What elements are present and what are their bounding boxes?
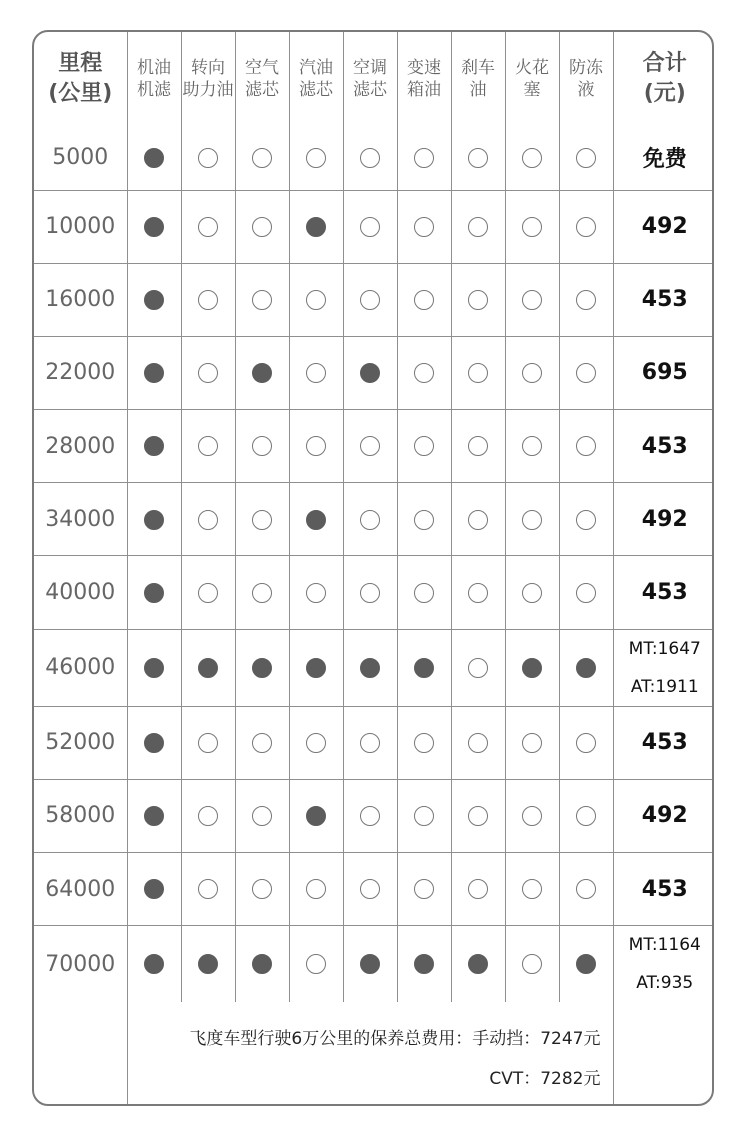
empty-circle-icon — [468, 806, 488, 826]
filled-circle-icon — [306, 510, 326, 530]
filled-circle-icon — [576, 658, 596, 678]
empty-circle-icon — [522, 363, 542, 383]
empty-circle-icon — [360, 583, 380, 603]
service-mark-cell — [397, 190, 451, 263]
empty-circle-icon — [360, 879, 380, 899]
empty-circle-icon — [576, 436, 596, 456]
service-mark-cell — [289, 629, 343, 706]
empty-circle-icon — [522, 290, 542, 310]
filled-circle-icon — [144, 658, 164, 678]
empty-circle-icon — [468, 658, 488, 678]
empty-circle-icon — [576, 363, 596, 383]
service-mark-cell — [505, 410, 559, 483]
service-mark-cell — [343, 629, 397, 706]
item-header-steering — [181, 32, 235, 126]
empty-circle-icon — [414, 436, 434, 456]
service-mark-cell — [343, 126, 397, 190]
service-mark-cell — [505, 779, 559, 852]
empty-circle-icon — [198, 436, 218, 456]
service-mark-cell — [505, 926, 559, 1003]
mileage-cell: 34000 — [34, 483, 127, 556]
service-mark-cell — [451, 706, 505, 779]
empty-circle-icon — [468, 363, 488, 383]
service-mark-cell — [343, 336, 397, 409]
table-row — [34, 190, 714, 263]
item-header-line2: 液 — [577, 80, 595, 100]
empty-circle-icon — [468, 290, 488, 310]
filled-circle-icon — [252, 658, 272, 678]
empty-circle-icon — [360, 217, 380, 237]
service-mark-cell — [343, 706, 397, 779]
service-mark-cell — [343, 483, 397, 556]
service-mark-cell — [289, 126, 343, 190]
service-mark-cell — [235, 926, 289, 1003]
summary-total-blank-cell — [613, 1002, 714, 1106]
item-header-cabin-filter — [343, 32, 397, 126]
service-mark-cell — [397, 779, 451, 852]
filled-circle-icon — [144, 148, 164, 168]
empty-circle-icon — [198, 217, 218, 237]
service-mark-cell — [289, 926, 343, 1003]
empty-circle-icon — [576, 806, 596, 826]
service-mark-cell — [181, 126, 235, 190]
service-mark-cell — [289, 853, 343, 926]
mileage-header-line1: 里程 — [58, 51, 103, 76]
item-header-line2: 滤芯 — [353, 80, 387, 100]
cost-cell: 453 — [613, 263, 714, 336]
service-mark-cell — [505, 706, 559, 779]
table-row — [34, 853, 714, 926]
item-header-oil — [127, 32, 181, 126]
item-header-line1: 转向 — [191, 58, 225, 78]
empty-circle-icon — [198, 879, 218, 899]
service-mark-cell — [127, 263, 181, 336]
filled-circle-icon — [144, 436, 164, 456]
table-row — [34, 336, 714, 409]
service-mark-cell — [127, 926, 181, 1003]
empty-circle-icon — [252, 436, 272, 456]
service-mark-cell — [343, 190, 397, 263]
filled-circle-icon — [252, 954, 272, 974]
item-header-line1: 空调 — [353, 58, 387, 78]
table-row — [34, 706, 714, 779]
service-mark-cell — [127, 706, 181, 779]
item-header-fuel-filter — [289, 32, 343, 126]
mileage-cell: 28000 — [34, 410, 127, 483]
mileage-cell: 52000 — [34, 706, 127, 779]
service-mark-cell — [505, 483, 559, 556]
service-mark-cell — [289, 190, 343, 263]
empty-circle-icon — [576, 148, 596, 168]
empty-circle-icon — [576, 733, 596, 753]
empty-circle-icon — [252, 290, 272, 310]
empty-circle-icon — [306, 733, 326, 753]
service-mark-cell — [289, 556, 343, 629]
service-mark-cell — [235, 126, 289, 190]
summary-blank-cell — [34, 1002, 127, 1106]
table-row — [34, 410, 714, 483]
service-mark-cell — [505, 126, 559, 190]
item-header-line2: 箱油 — [407, 80, 441, 100]
service-mark-cell — [235, 263, 289, 336]
service-mark-cell — [559, 190, 613, 263]
table-row — [34, 483, 714, 556]
schedule-rows — [34, 126, 714, 1002]
service-mark-cell — [181, 779, 235, 852]
filled-circle-icon — [360, 658, 380, 678]
service-mark-cell — [343, 556, 397, 629]
item-header-coolant — [559, 32, 613, 126]
service-mark-cell — [235, 410, 289, 483]
service-mark-cell — [451, 483, 505, 556]
mileage-cell: 5000 — [34, 126, 127, 190]
empty-circle-icon — [198, 148, 218, 168]
empty-circle-icon — [468, 510, 488, 530]
service-mark-cell — [505, 190, 559, 263]
empty-circle-icon — [522, 217, 542, 237]
service-mark-cell — [289, 779, 343, 852]
service-mark-cell — [127, 126, 181, 190]
mileage-cell: 58000 — [34, 779, 127, 852]
item-header-line1: 变速 — [407, 58, 441, 78]
service-mark-cell — [181, 190, 235, 263]
empty-circle-icon — [522, 733, 542, 753]
cost-cell — [613, 629, 714, 706]
service-mark-cell — [451, 853, 505, 926]
total-header-line1: 合计 — [642, 51, 687, 76]
empty-circle-icon — [252, 583, 272, 603]
filled-circle-icon — [414, 954, 434, 974]
summary-row — [34, 1002, 714, 1106]
service-mark-cell — [181, 410, 235, 483]
item-header-line1: 机油 — [137, 58, 171, 78]
service-mark-cell — [235, 853, 289, 926]
empty-circle-icon — [360, 510, 380, 530]
empty-circle-icon — [522, 148, 542, 168]
empty-circle-icon — [522, 510, 542, 530]
mileage-header-line2: (公里) — [48, 81, 113, 106]
empty-circle-icon — [522, 879, 542, 899]
service-mark-cell — [559, 779, 613, 852]
item-header-line1: 汽油 — [299, 58, 333, 78]
service-mark-cell — [505, 263, 559, 336]
service-mark-cell — [235, 336, 289, 409]
empty-circle-icon — [360, 733, 380, 753]
empty-circle-icon — [198, 510, 218, 530]
empty-circle-icon — [576, 217, 596, 237]
cost-cell: 453 — [613, 556, 714, 629]
empty-circle-icon — [414, 510, 434, 530]
service-mark-cell — [127, 629, 181, 706]
mileage-cell: 64000 — [34, 853, 127, 926]
service-mark-cell — [127, 779, 181, 852]
service-mark-cell — [181, 263, 235, 336]
empty-circle-icon — [522, 954, 542, 974]
cost-at: AT:935 — [636, 973, 694, 994]
service-mark-cell — [289, 263, 343, 336]
service-mark-cell — [127, 556, 181, 629]
empty-circle-icon — [468, 217, 488, 237]
service-mark-cell — [559, 483, 613, 556]
filled-circle-icon — [144, 363, 164, 383]
cost-cell: 453 — [613, 706, 714, 779]
service-mark-cell — [181, 926, 235, 1003]
empty-circle-icon — [468, 583, 488, 603]
empty-circle-icon — [252, 148, 272, 168]
table-row — [34, 629, 714, 706]
empty-circle-icon — [252, 879, 272, 899]
empty-circle-icon — [522, 806, 542, 826]
item-header-line1: 空气 — [245, 58, 279, 78]
item-header-brake-fluid — [451, 32, 505, 126]
service-mark-cell — [397, 126, 451, 190]
service-mark-cell — [289, 336, 343, 409]
service-mark-cell — [343, 926, 397, 1003]
empty-circle-icon — [414, 363, 434, 383]
filled-circle-icon — [360, 363, 380, 383]
empty-circle-icon — [198, 290, 218, 310]
item-header-line2: 助力油 — [182, 80, 234, 100]
table-row — [34, 263, 714, 336]
service-mark-cell — [397, 926, 451, 1003]
filled-circle-icon — [306, 806, 326, 826]
empty-circle-icon — [468, 733, 488, 753]
service-mark-cell — [451, 556, 505, 629]
service-mark-cell — [397, 336, 451, 409]
service-mark-cell — [127, 410, 181, 483]
service-mark-cell — [559, 336, 613, 409]
table-row — [34, 556, 714, 629]
empty-circle-icon — [360, 436, 380, 456]
item-header-line2: 滤芯 — [245, 80, 279, 100]
filled-circle-icon — [306, 217, 326, 237]
cost-cell — [613, 926, 714, 1003]
service-mark-cell — [235, 556, 289, 629]
service-mark-cell — [397, 263, 451, 336]
item-header-line2: 滤芯 — [299, 80, 333, 100]
service-mark-cell — [505, 853, 559, 926]
service-mark-cell — [559, 556, 613, 629]
service-mark-cell — [397, 706, 451, 779]
service-mark-cell — [451, 126, 505, 190]
service-mark-cell — [559, 926, 613, 1003]
service-mark-cell — [451, 336, 505, 409]
empty-circle-icon — [198, 733, 218, 753]
service-mark-cell — [505, 336, 559, 409]
item-header-line2: 机滤 — [137, 80, 171, 100]
service-mark-cell — [289, 410, 343, 483]
service-mark-cell — [397, 483, 451, 556]
service-mark-cell — [235, 629, 289, 706]
cost-cell: 492 — [613, 483, 714, 556]
empty-circle-icon — [306, 363, 326, 383]
service-mark-cell — [235, 706, 289, 779]
cost-cell: 免费 — [613, 126, 714, 190]
empty-circle-icon — [198, 363, 218, 383]
empty-circle-icon — [414, 583, 434, 603]
service-mark-cell — [559, 853, 613, 926]
empty-circle-icon — [522, 583, 542, 603]
cost-mt: MT:1164 — [628, 935, 701, 956]
mileage-cell: 10000 — [34, 190, 127, 263]
service-mark-cell — [397, 853, 451, 926]
empty-circle-icon — [252, 217, 272, 237]
empty-circle-icon — [576, 510, 596, 530]
service-mark-cell — [343, 263, 397, 336]
empty-circle-icon — [306, 148, 326, 168]
service-mark-cell — [181, 483, 235, 556]
filled-circle-icon — [522, 658, 542, 678]
empty-circle-icon — [576, 879, 596, 899]
item-header-line2: 油 — [469, 80, 487, 100]
service-mark-cell — [289, 706, 343, 779]
cost-cell: 695 — [613, 336, 714, 409]
mileage-cell: 70000 — [34, 926, 127, 1003]
cost-at: AT:1911 — [630, 676, 699, 697]
item-header-line1: 防冻 — [569, 58, 603, 78]
cost-mt: MT:1647 — [628, 638, 701, 659]
empty-circle-icon — [252, 510, 272, 530]
empty-circle-icon — [306, 954, 326, 974]
mileage-cell: 46000 — [34, 629, 127, 706]
empty-circle-icon — [252, 733, 272, 753]
service-mark-cell — [451, 926, 505, 1003]
empty-circle-icon — [522, 436, 542, 456]
mileage-cell: 22000 — [34, 336, 127, 409]
empty-circle-icon — [306, 290, 326, 310]
filled-circle-icon — [468, 954, 488, 974]
empty-circle-icon — [306, 879, 326, 899]
total-header-line2: (元) — [643, 81, 686, 106]
service-mark-cell — [451, 629, 505, 706]
service-mark-cell — [343, 410, 397, 483]
empty-circle-icon — [414, 879, 434, 899]
empty-circle-icon — [414, 148, 434, 168]
service-mark-cell — [505, 629, 559, 706]
mileage-cell: 16000 — [34, 263, 127, 336]
empty-circle-icon — [414, 217, 434, 237]
header-row — [34, 32, 714, 126]
filled-circle-icon — [414, 658, 434, 678]
filled-circle-icon — [144, 290, 164, 310]
service-mark-cell — [397, 556, 451, 629]
service-mark-cell — [559, 263, 613, 336]
item-header-line1: 火花 — [515, 58, 549, 78]
service-mark-cell — [559, 410, 613, 483]
empty-circle-icon — [414, 733, 434, 753]
summary-cell — [127, 1002, 613, 1106]
service-mark-cell — [181, 706, 235, 779]
table-row — [34, 926, 714, 1003]
empty-circle-icon — [468, 436, 488, 456]
cost-cell: 453 — [613, 853, 714, 926]
maintenance-table-card — [32, 30, 714, 1106]
item-header-line1: 刹车 — [461, 58, 495, 78]
filled-circle-icon — [144, 217, 164, 237]
service-mark-cell — [397, 629, 451, 706]
filled-circle-icon — [198, 954, 218, 974]
empty-circle-icon — [414, 806, 434, 826]
filled-circle-icon — [144, 510, 164, 530]
service-mark-cell — [505, 556, 559, 629]
service-mark-cell — [127, 336, 181, 409]
empty-circle-icon — [468, 879, 488, 899]
service-mark-cell — [451, 263, 505, 336]
service-mark-cell — [559, 126, 613, 190]
service-mark-cell — [235, 779, 289, 852]
service-mark-cell — [235, 483, 289, 556]
empty-circle-icon — [306, 436, 326, 456]
filled-circle-icon — [198, 658, 218, 678]
service-mark-cell — [343, 853, 397, 926]
service-mark-cell — [559, 629, 613, 706]
service-mark-cell — [235, 190, 289, 263]
empty-circle-icon — [360, 148, 380, 168]
service-mark-cell — [181, 853, 235, 926]
cost-cell: 492 — [613, 190, 714, 263]
filled-circle-icon — [144, 879, 164, 899]
item-header-air-filter — [235, 32, 289, 126]
filled-circle-icon — [144, 954, 164, 974]
empty-circle-icon — [198, 583, 218, 603]
item-header-line2: 塞 — [523, 80, 541, 100]
maintenance-schedule-table — [34, 32, 714, 1106]
table-row — [34, 779, 714, 852]
service-mark-cell — [181, 629, 235, 706]
service-mark-cell — [289, 483, 343, 556]
filled-circle-icon — [252, 363, 272, 383]
mileage-cell: 40000 — [34, 556, 127, 629]
service-mark-cell — [451, 779, 505, 852]
empty-circle-icon — [576, 290, 596, 310]
empty-circle-icon — [576, 583, 596, 603]
service-mark-cell — [451, 190, 505, 263]
empty-circle-icon — [468, 148, 488, 168]
summary-line-cvt: CVT：7282元 — [489, 1068, 601, 1089]
service-mark-cell — [127, 190, 181, 263]
cost-cell: 492 — [613, 779, 714, 852]
service-mark-cell — [451, 410, 505, 483]
service-mark-cell — [397, 410, 451, 483]
table-row — [34, 126, 714, 190]
filled-circle-icon — [576, 954, 596, 974]
filled-circle-icon — [144, 583, 164, 603]
filled-circle-icon — [360, 954, 380, 974]
service-mark-cell — [127, 483, 181, 556]
service-mark-cell — [181, 556, 235, 629]
empty-circle-icon — [360, 290, 380, 310]
empty-circle-icon — [360, 806, 380, 826]
service-mark-cell — [181, 336, 235, 409]
empty-circle-icon — [252, 806, 272, 826]
mileage-header — [34, 32, 127, 126]
total-header — [613, 32, 714, 126]
item-header-transmission-oil — [397, 32, 451, 126]
item-header-spark-plug — [505, 32, 559, 126]
cost-cell: 453 — [613, 410, 714, 483]
filled-circle-icon — [144, 806, 164, 826]
summary-line-manual: 飞度车型行驶6万公里的保养总费用：手动挡：7247元 — [189, 1028, 601, 1049]
filled-circle-icon — [306, 658, 326, 678]
empty-circle-icon — [306, 583, 326, 603]
filled-circle-icon — [144, 733, 164, 753]
service-mark-cell — [127, 853, 181, 926]
empty-circle-icon — [414, 290, 434, 310]
service-mark-cell — [559, 706, 613, 779]
service-mark-cell — [343, 779, 397, 852]
empty-circle-icon — [198, 806, 218, 826]
